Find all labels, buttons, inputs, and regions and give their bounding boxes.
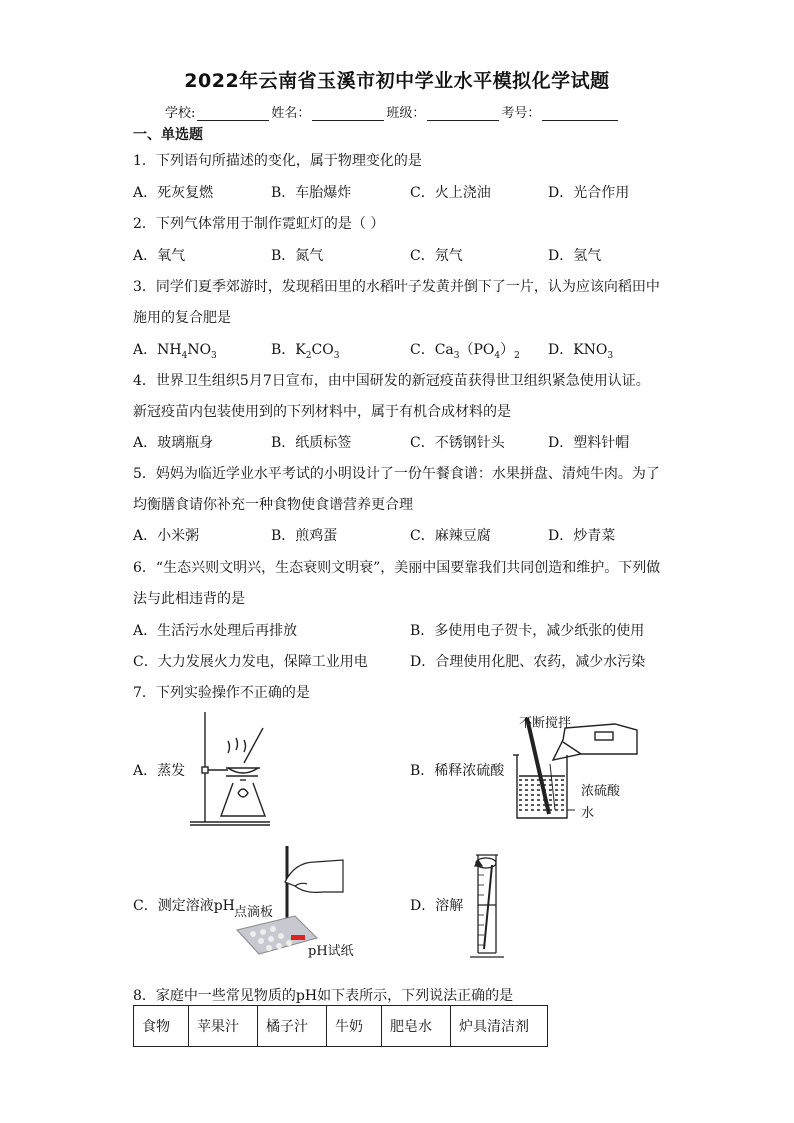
ph-table	[133, 1005, 548, 1047]
q3-b-mid: CO	[311, 342, 334, 358]
q3-c-mid: （PO	[459, 342, 495, 358]
q2-stem: 2．下列气体常用于制作霓虹灯的是（ ）	[133, 216, 385, 232]
q6-option-d[interactable]: D．合理使用化肥、农药，减少水污染	[410, 654, 646, 670]
q4-option-d[interactable]: D．塑料针帽	[548, 435, 630, 451]
table-cell: 牛奶	[327, 1006, 382, 1047]
q7-option-b[interactable]: B．稀释浓硫酸	[410, 763, 505, 779]
q4-stem-line2: 新冠疫苗内包装使用到的下列材料中，属于有机合成材料的是	[133, 404, 511, 420]
q4-stem-line1: 4．世界卫生组织5月7日宣布，由中国研发的新冠疫苗获得世卫组织紧急使用认证。	[133, 373, 650, 389]
q7-stem: 7．下列实验操作不正确的是	[133, 685, 310, 701]
conc-acid-label: 浓硫酸	[581, 784, 621, 799]
table-cell: 苹果汁	[189, 1006, 258, 1047]
q6-option-b[interactable]: B．多使用电子贺卡，减少纸张的使用	[410, 623, 645, 639]
water-label: 水	[581, 806, 595, 821]
ph-paper-label: pH试纸	[308, 944, 354, 959]
evaporation-apparatus-figure	[188, 708, 272, 828]
q3-c-sub1: 3	[453, 350, 460, 361]
q2-option-b[interactable]: B．氮气	[271, 248, 324, 264]
q7-option-d[interactable]: D．溶解	[410, 898, 464, 914]
name-blank[interactable]	[312, 106, 384, 121]
q5-option-a[interactable]: A．小米粥	[133, 528, 200, 544]
dissolve-cylinder-figure	[462, 845, 512, 963]
q3-option-d[interactable]	[548, 339, 613, 361]
stir-label: 不断搅拌	[519, 716, 572, 731]
school-blank[interactable]	[197, 106, 269, 121]
name-label: 姓名：	[271, 106, 311, 121]
page-title: 2022年云南省玉溪市初中学业水平模拟化学试题	[184, 70, 610, 92]
q3-a-mid: NO	[187, 342, 212, 358]
q3-c-text: C．Ca	[410, 342, 454, 358]
q3-d-sub1: 3	[607, 350, 614, 361]
q1-option-a[interactable]: A．死灰复燃	[133, 185, 214, 201]
section-heading: 一、单选题	[133, 127, 203, 143]
q6-option-c[interactable]: C．大力发展火力发电，保障工业用电	[133, 654, 368, 670]
table-row	[134, 1006, 548, 1047]
q3-b-sub1: 2	[305, 350, 312, 361]
q3-option-c[interactable]	[410, 339, 520, 361]
q1-stem: 1．下列语句所描述的变化，属于物理变化的是	[133, 153, 422, 169]
table-cell: 食物	[134, 1006, 189, 1047]
class-blank[interactable]	[427, 106, 499, 121]
plate-label: 点滴板	[234, 905, 274, 920]
table-cell: 橘子汁	[258, 1006, 327, 1047]
student-info-line	[165, 102, 620, 121]
class-label: 班级：	[386, 106, 426, 121]
q2-option-a[interactable]: A．氧气	[133, 248, 186, 264]
table-cell: 炉具清洁剂	[451, 1006, 548, 1047]
q5-option-c[interactable]: C．麻辣豆腐	[410, 528, 491, 544]
q7-option-a[interactable]: A．蒸发	[133, 763, 186, 779]
q5-stem-line1: 5．妈妈为临近学业水平考试的小明设计了一份午餐食谱：水果拼盘、清炖牛肉。为了	[133, 466, 660, 482]
q6-stem-line1: 6．“生态兴则文明兴，生态衰则文明衰”，美丽中国要靠我们共同创造和维护。下列做	[133, 560, 661, 576]
q4-option-b[interactable]: B．纸质标签	[271, 435, 352, 451]
table-cell: 肥皂水	[382, 1006, 451, 1047]
q4-option-a[interactable]: A．玻璃瓶身	[133, 435, 214, 451]
q4-option-c[interactable]: C．不锈钢针头	[410, 435, 505, 451]
exam-number-blank[interactable]	[542, 106, 618, 121]
q5-stem-line2: 均衡膳食请你补充一种食物使食谱营养更合理	[133, 497, 413, 513]
exam-number-label: 考号：	[501, 106, 541, 121]
q6-option-a[interactable]: A．生活污水处理后再排放	[133, 623, 298, 639]
q7-option-c[interactable]: C．测定溶液pH	[133, 898, 235, 914]
q2-option-c[interactable]: C．氖气	[410, 248, 463, 264]
q3-stem-line2: 施用的复合肥是	[133, 310, 231, 326]
q3-a-text: A．NH	[133, 342, 182, 358]
q3-c-end: ）	[500, 342, 515, 358]
q3-option-a[interactable]	[133, 339, 217, 361]
q1-option-c[interactable]: C．火上浇油	[410, 185, 491, 201]
q6-stem-line2: 法与此相违背的是	[133, 591, 245, 607]
q2-option-d[interactable]: D．氢气	[548, 248, 602, 264]
q1-option-b[interactable]: B．车胎爆炸	[271, 185, 352, 201]
q3-a-sub1: 4	[181, 350, 188, 361]
q8-stem: 8．家庭中一些常见物质的pH如下表所示，下列说法正确的是	[133, 988, 514, 1004]
q3-d-text: D．KNO	[548, 342, 608, 358]
q3-c-sub2: 4	[494, 350, 501, 361]
q3-stem-line1: 3．同学们夏季郊游时，发现稻田里的水稻叶子发黄并倒下了一片，认为应该向稻田中	[133, 279, 660, 295]
school-label: 学校:	[165, 106, 196, 121]
q3-b-text: B．K	[271, 342, 306, 358]
q3-c-sub3: 2	[514, 350, 520, 361]
q1-option-d[interactable]: D．光合作用	[548, 185, 630, 201]
q5-option-d[interactable]: D．炒青菜	[548, 528, 616, 544]
q3-option-b[interactable]	[271, 339, 339, 361]
q5-option-b[interactable]: B．煎鸡蛋	[271, 528, 338, 544]
q3-b-sub2: 3	[333, 350, 340, 361]
q3-a-sub2: 3	[211, 350, 217, 361]
